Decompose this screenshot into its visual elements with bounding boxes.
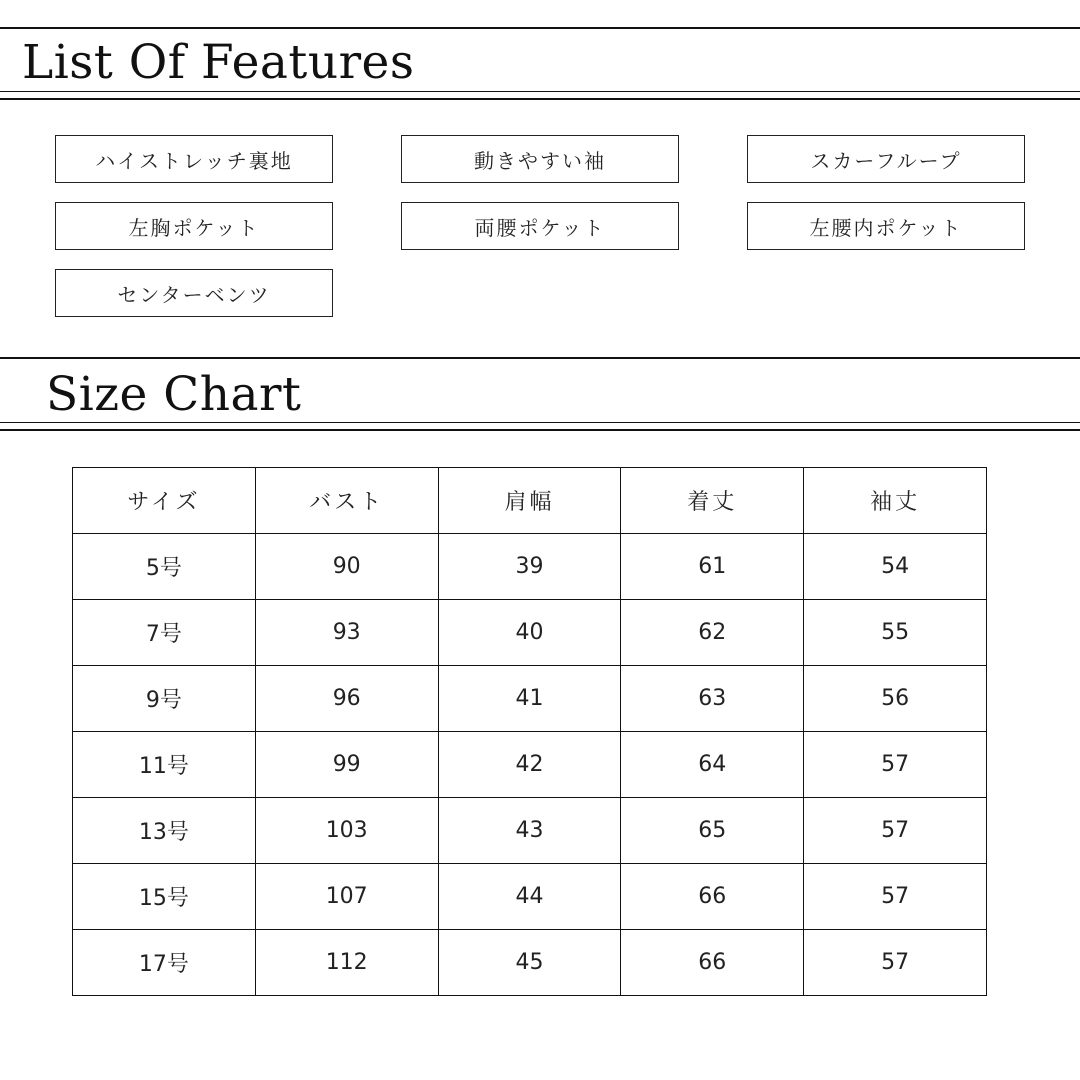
table-row <box>73 798 987 864</box>
table-header-row <box>73 468 987 534</box>
table-cell: 103 <box>255 798 438 864</box>
table-cell: 39 <box>438 534 621 600</box>
table-cell: 61 <box>621 534 804 600</box>
table-cell: 57 <box>804 732 987 798</box>
table-cell: 66 <box>621 864 804 930</box>
table-cell: 41 <box>438 666 621 732</box>
size-chart-table <box>72 467 987 996</box>
table-cell: 42 <box>438 732 621 798</box>
table-cell: 112 <box>255 930 438 996</box>
size-chart-bottom-rule-2 <box>0 429 1080 431</box>
feature-item: 両腰ポケット <box>401 202 679 250</box>
table-cell: 56 <box>804 666 987 732</box>
table-cell: 13号 <box>73 798 256 864</box>
table-row <box>73 732 987 798</box>
table-cell: 66 <box>621 930 804 996</box>
feature-list <box>55 135 1025 317</box>
feature-item: 左腰内ポケット <box>747 202 1025 250</box>
table-cell: 45 <box>438 930 621 996</box>
table-cell: 99 <box>255 732 438 798</box>
features-top-rule <box>0 27 1080 29</box>
table-cell: 17号 <box>73 930 256 996</box>
table-cell: 64 <box>621 732 804 798</box>
table-cell: 57 <box>804 864 987 930</box>
table-cell: 44 <box>438 864 621 930</box>
table-row <box>73 534 987 600</box>
size-chart-title: Size Chart <box>46 367 302 422</box>
features-title: List Of Features <box>22 35 415 90</box>
header-shoulder-width: 肩幅 <box>438 468 621 534</box>
table-cell: 57 <box>804 798 987 864</box>
table-cell: 9号 <box>73 666 256 732</box>
table-cell: 96 <box>255 666 438 732</box>
size-chart-bottom-rule-1 <box>0 422 1080 423</box>
table-cell: 43 <box>438 798 621 864</box>
feature-item: スカーフループ <box>747 135 1025 183</box>
header-bust: バスト <box>255 468 438 534</box>
table-row <box>73 666 987 732</box>
table-cell: 57 <box>804 930 987 996</box>
table-cell: 107 <box>255 864 438 930</box>
table-cell: 5号 <box>73 534 256 600</box>
table-cell: 65 <box>621 798 804 864</box>
table-cell: 40 <box>438 600 621 666</box>
table-row <box>73 930 987 996</box>
features-bottom-rule-1 <box>0 91 1080 92</box>
header-size: サイズ <box>73 468 256 534</box>
table-cell: 11号 <box>73 732 256 798</box>
feature-item: 左胸ポケット <box>55 202 333 250</box>
feature-item: 動きやすい袖 <box>401 135 679 183</box>
table-cell: 7号 <box>73 600 256 666</box>
size-chart-top-rule <box>0 357 1080 359</box>
header-sleeve-length: 袖丈 <box>804 468 987 534</box>
table-cell: 93 <box>255 600 438 666</box>
feature-item: センターベンツ <box>55 269 333 317</box>
table-cell: 63 <box>621 666 804 732</box>
table-cell: 90 <box>255 534 438 600</box>
table-row <box>73 864 987 930</box>
table-cell: 54 <box>804 534 987 600</box>
table-cell: 15号 <box>73 864 256 930</box>
table-cell: 62 <box>621 600 804 666</box>
features-bottom-rule-2 <box>0 98 1080 100</box>
table-cell: 55 <box>804 600 987 666</box>
feature-item: ハイストレッチ裏地 <box>55 135 333 183</box>
header-length: 着丈 <box>621 468 804 534</box>
table-row <box>73 600 987 666</box>
